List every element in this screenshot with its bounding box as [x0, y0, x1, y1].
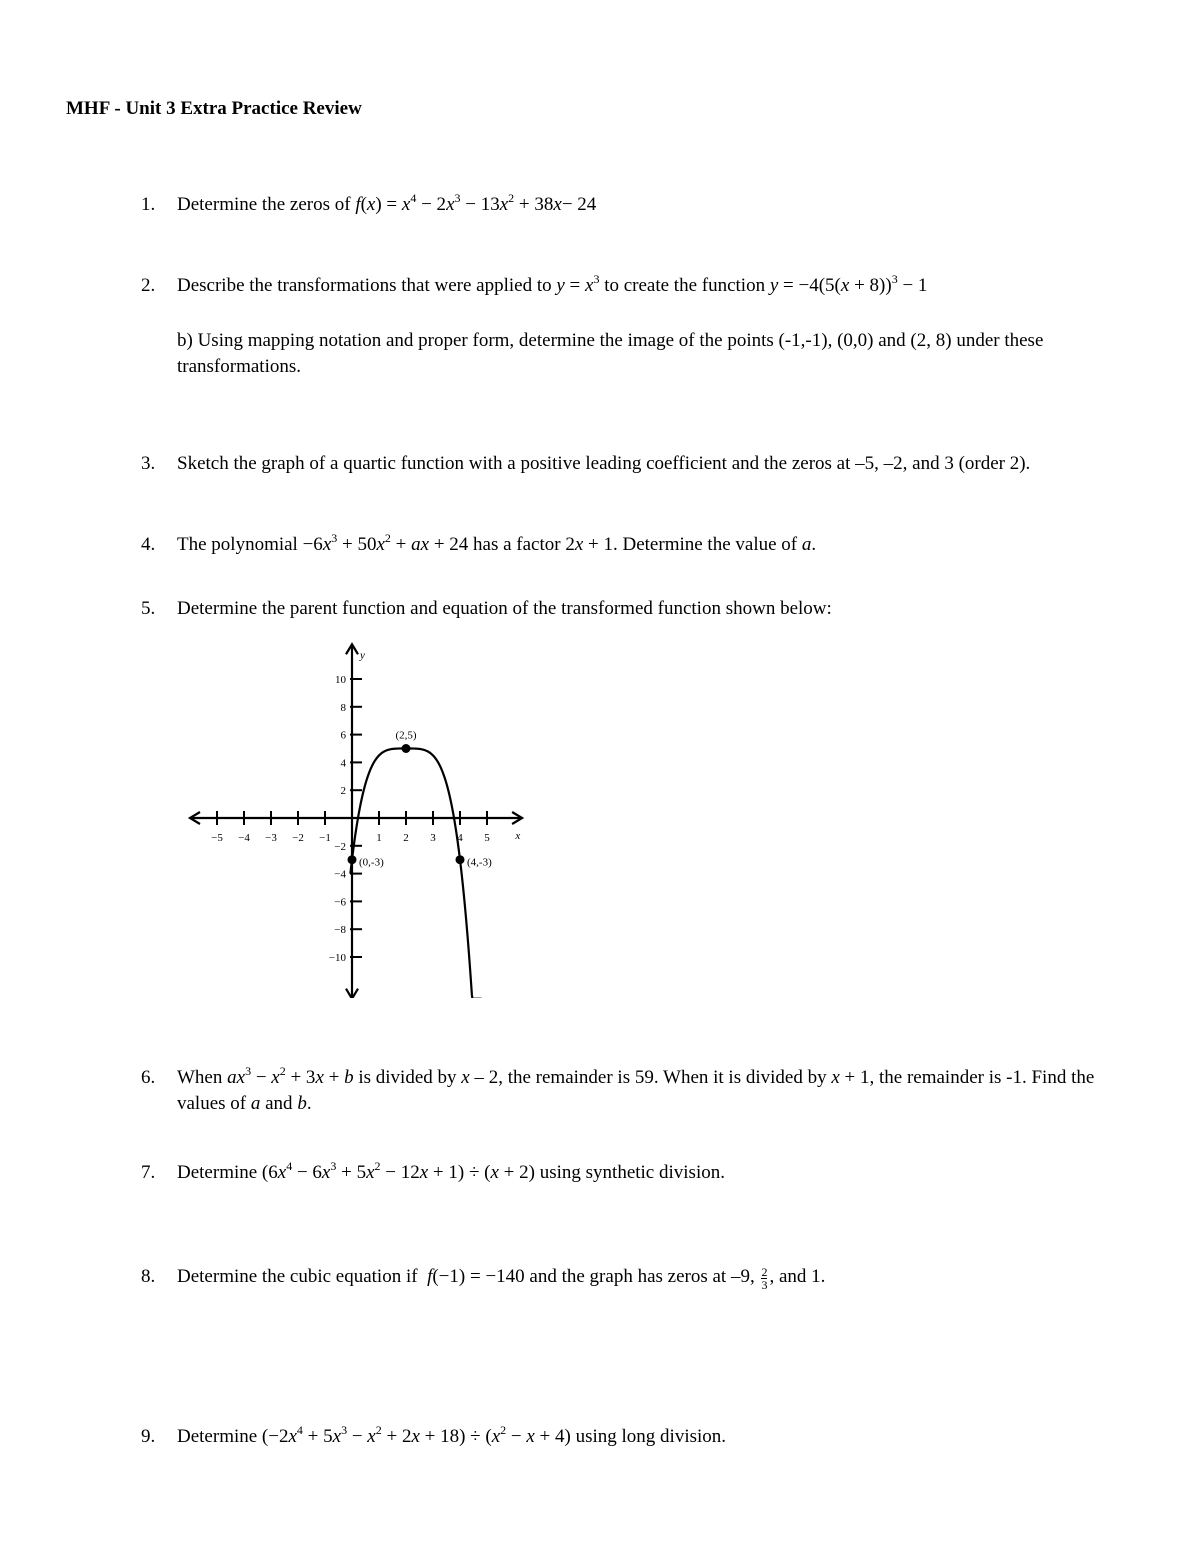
y-tick-label: 8 [340, 701, 346, 714]
graph-point-label: (2,5) [395, 729, 417, 742]
question-number: 8. [141, 1266, 156, 1287]
y-tick-label: −8 [334, 924, 346, 937]
x-tick-label: −3 [265, 832, 277, 844]
y-tick-label: −10 [328, 952, 346, 964]
x-axis-label: x [515, 830, 521, 842]
question-number: 3. [141, 453, 156, 474]
question-number: 5. [141, 598, 156, 619]
graph-curve [350, 749, 481, 999]
question-text: b) Using mapping notation and proper form, determine the image of the points (-1,-1), (0,0) and (2, 8) under these transformations. [177, 330, 1044, 377]
question-text: Determine the parent function and equation of the transformed function shown below: [177, 598, 832, 619]
question-number: 1. [141, 194, 156, 215]
question-text: Determine $(-2x^4 + 5x^3 - x^2 + 2x + 18) \div (x^2 - x + 4)$ using long division. [177, 1423, 727, 1447]
question-text: Determine the cubic equation if f(−1) = −140 and the graph has zeros at –9, $\frac{2}{3}$ , and 1. [177, 1265, 826, 1292]
question-number: 6. [141, 1067, 156, 1088]
question-text: Describe the transformations that were applied to $y = x^3$ to create the function $y = -4(5(x + 8))^3 - 1$ [177, 272, 928, 296]
x-tick-label: 5 [484, 832, 490, 844]
graph-points [348, 730, 493, 869]
transformed-function-graph [170, 636, 530, 998]
question-number: 9. [141, 1426, 156, 1447]
graph-point [348, 855, 357, 864]
question-text: When $ax^3 - x^2 + 3x + b$ is divided by x – 2, the remainder is 59. When it is divided by x + 1, the remainder is -1. Find the values of a and b. [177, 1064, 1095, 1114]
graph-point-label: (4,-3) [467, 856, 492, 869]
question-text: Determine the zeros of $f(x) = x^4 - 2x^3 - 13x^2 + 38x- 24$ [177, 191, 597, 215]
y-tick-label: −2 [334, 840, 346, 853]
graph-axes [190, 644, 522, 998]
x-tick-label: 3 [430, 832, 436, 844]
question-number: 2. [141, 275, 156, 296]
graph-point [456, 855, 465, 864]
x-tick-label: 4 [457, 832, 463, 844]
y-tick-label: 4 [340, 757, 346, 770]
page-title: MHF - Unit 3 Extra Practice Review [66, 98, 362, 119]
y-tick-label: 6 [340, 729, 346, 742]
question-number: 7. [141, 1162, 156, 1183]
fraction-two-thirds: $\frac{2}{3}$ [761, 1265, 768, 1292]
y-tick-label: 10 [335, 674, 346, 686]
question-text: Determine $(6x^4 - 6x^3 + 5x^2 - 12x + 1) \div (x + 2)$ using synthetic division. [177, 1159, 725, 1183]
x-tick-label: 1 [376, 832, 382, 844]
y-tick-label: −4 [334, 868, 346, 881]
y-tick-label: −6 [334, 896, 346, 909]
question-number: 4. [141, 534, 156, 555]
question-text: The polynomial $-6x^3 + 50x^2$ + ax + 24 has a factor 2x + 1. Determine the value of a. [177, 531, 817, 555]
x-tick-label: −2 [292, 832, 304, 844]
x-tick-label: −5 [211, 832, 223, 844]
x-tick-label: −4 [238, 832, 250, 844]
y-tick-label: 2 [340, 785, 346, 798]
graph-point [402, 744, 411, 753]
graph-point-label: (0,-3) [359, 856, 384, 869]
question-text: Sketch the graph of a quartic function with a positive leading coefficient and the zeros at –5, –2, and 3 (order 2). [177, 453, 1031, 474]
x-tick-label: 2 [403, 832, 409, 844]
x-tick-label: −1 [319, 832, 331, 844]
y-axis-label: y [360, 649, 365, 662]
